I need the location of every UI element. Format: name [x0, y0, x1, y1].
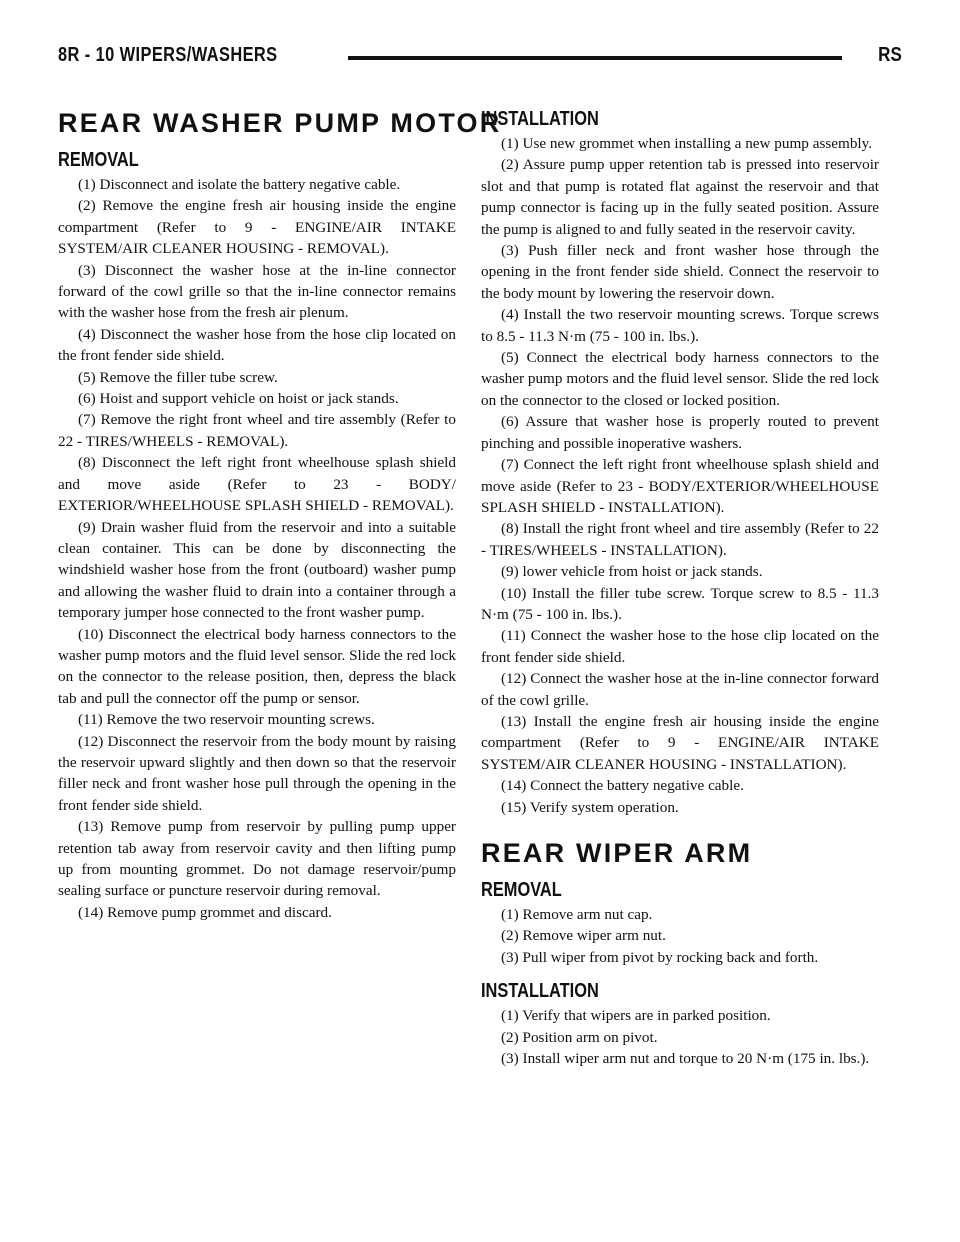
- arm-installation-title: INSTALLATION: [481, 980, 599, 1003]
- step-item: (3) Pull wiper from pivot by rocking back and forth.: [501, 948, 819, 966]
- step-item: (7) Connect the left right front wheelhouse splash shield and move aside (Refer to 23 - BODY/EXTERIOR/WHEELHOUSE SPLASH SHIELD - INSTALLATION).: [481, 456, 879, 516]
- step-item: (15) Verify system operation.: [501, 798, 679, 816]
- pump-section-title: REAR WASHER PUMP MOTOR: [58, 108, 502, 138]
- header-rule: [348, 56, 842, 60]
- step-item: (7) Remove the right front wheel and tire assembly (Refer to 22 - TIRES/WHEELS - REMOVAL).: [58, 411, 456, 450]
- pump-installation-steps: [481, 133, 879, 818]
- step-item: (1) Use new grommet when installing a new pump assembly.: [501, 135, 873, 152]
- subsection-gap: [481, 968, 879, 980]
- step-item: (10) Disconnect the electrical body harness connectors to the washer pump motors and the fluid level sensor. Slide the red lock on the connector to the release position, then, depress the black tab and pull the connector off the pump or sensor.: [58, 625, 456, 707]
- step-item: (2) Remove the engine fresh air housing inside the engine compartment (Refer to 9 - ENGINE/AIR INTAKE SYSTEM/AIR CLEANER HOUSING - REMOVAL).: [58, 197, 456, 258]
- left-column: [58, 108, 502, 923]
- step-item: (14) Connect the battery negative cable.: [501, 777, 744, 795]
- step-item: (2) Assure pump upper retention tab is pressed into reservoir slot and that pump is rotated flat against the reservoir and that pump connector is facing up in the fully seated position. Assure the pump is aligned to and fully seated in the reservoir cavity.: [481, 156, 879, 238]
- arm-removal-steps: [481, 904, 879, 968]
- step-item: (14) Remove pump grommet and discard.: [78, 903, 332, 921]
- step-item: (3) Install wiper arm nut and torque to 20 N·m (175 in. lbs.).: [501, 1050, 870, 1068]
- step-item: (10) Install the filler tube screw. Torque screw to 8.5 - 11.3 N·m (75 - 100 in. lbs.).: [481, 584, 879, 623]
- step-item: (13) Install the engine fresh air housing inside the engine compartment (Refer to 9 - ENGINE/AIR INTAKE SYSTEM/AIR CLEANER HOUSING - INSTALLATION).: [481, 712, 879, 773]
- step-item: (4) Disconnect the washer hose from the hose clip located on the front fender side shield.: [58, 325, 456, 365]
- step-item: (9) Drain washer fluid from the reservoir and into a suitable clean container. This can be done by disconnecting the windshield washer hose from the front (outboard) washer pump and allowing the washer fluid to drain into a container through a temporary jumper hose connected to the front washer pump.: [58, 518, 456, 622]
- pump-removal-steps: [58, 174, 456, 923]
- page-header: [58, 44, 902, 74]
- step-item: (13) Remove pump from reservoir by pulling pump upper retention tab away from reservoir cavity and then lifting pump up from mounting grommet. Do not damage reservoir/pump sealing surface or puncture reservoir during removal.: [58, 818, 456, 900]
- header-model-code: RS: [878, 44, 902, 66]
- step-item: (6) Assure that washer hose is properly routed to prevent pinching and possible inoperative washers.: [481, 413, 879, 452]
- header-section-label: 8R - 10 WIPERS/WASHERS: [58, 44, 284, 67]
- section-gap: [481, 818, 879, 838]
- step-item: (6) Hoist and support vehicle on hoist or jack stands.: [78, 390, 399, 408]
- pump-removal-title: REMOVAL: [58, 149, 139, 171]
- pump-installation-title: INSTALLATION: [481, 108, 599, 130]
- step-item: (11) Connect the washer hose to the hose clip located on the front fender side shield.: [481, 627, 879, 666]
- step-item: (11) Remove the two reservoir mounting screws.: [78, 711, 375, 729]
- step-item: (3) Disconnect the washer hose at the in-line connector forward of the cowl grille so that the in-line connector remains with the washer hose from the fresh air plenum.: [58, 261, 456, 322]
- step-item: (8) Install the right front wheel and tire assembly (Refer to 22 - TIRES/WHEELS - INSTALLATION).: [481, 520, 879, 559]
- right-column: [481, 108, 879, 1069]
- step-item: (12) Connect the washer hose at the in-line connector forward of the cowl grille.: [481, 670, 879, 709]
- step-item: (2) Position arm on pivot.: [501, 1028, 658, 1046]
- arm-section-title: REAR WIPER ARM: [481, 838, 753, 868]
- step-item: (5) Remove the filler tube screw.: [78, 368, 278, 386]
- step-item: (2) Remove wiper arm nut.: [501, 927, 666, 945]
- step-item: (1) Verify that wipers are in parked position.: [501, 1007, 771, 1025]
- step-item: (8) Disconnect the left right front wheelhouse splash shield and move aside (Refer to 23 - BODY/ EXTERIOR/WHEELHOUSE SPLASH SHIELD - REMOVAL).: [58, 454, 456, 515]
- step-item: (1) Disconnect and isolate the battery negative cable.: [78, 176, 401, 193]
- step-item: (4) Install the two reservoir mounting screws. Torque screws to 8.5 - 11.3 N·m (75 - 100 in. lbs.).: [481, 306, 879, 345]
- arm-removal-title: REMOVAL: [481, 879, 562, 901]
- arm-installation-steps: [481, 1005, 879, 1069]
- step-item: (1) Remove arm nut cap.: [501, 906, 653, 923]
- step-item: (9) lower vehicle from hoist or jack stands.: [501, 563, 763, 581]
- step-item: (5) Connect the electrical body harness connectors to the washer pump motors and the fluid level sensor. Slide the red lock on the connector to the closed or locked position.: [481, 349, 879, 409]
- step-item: (3) Push filler neck and front washer hose through the opening in the front fender side shield. Connect the reservoir to the body mount by lowering the reservoir down.: [481, 242, 879, 302]
- step-item: (12) Disconnect the reservoir from the body mount by raising the reservoir upward slightly and then down so that the reservoir filler neck and front washer hose pull through the opening in the front fender side shield.: [58, 732, 456, 814]
